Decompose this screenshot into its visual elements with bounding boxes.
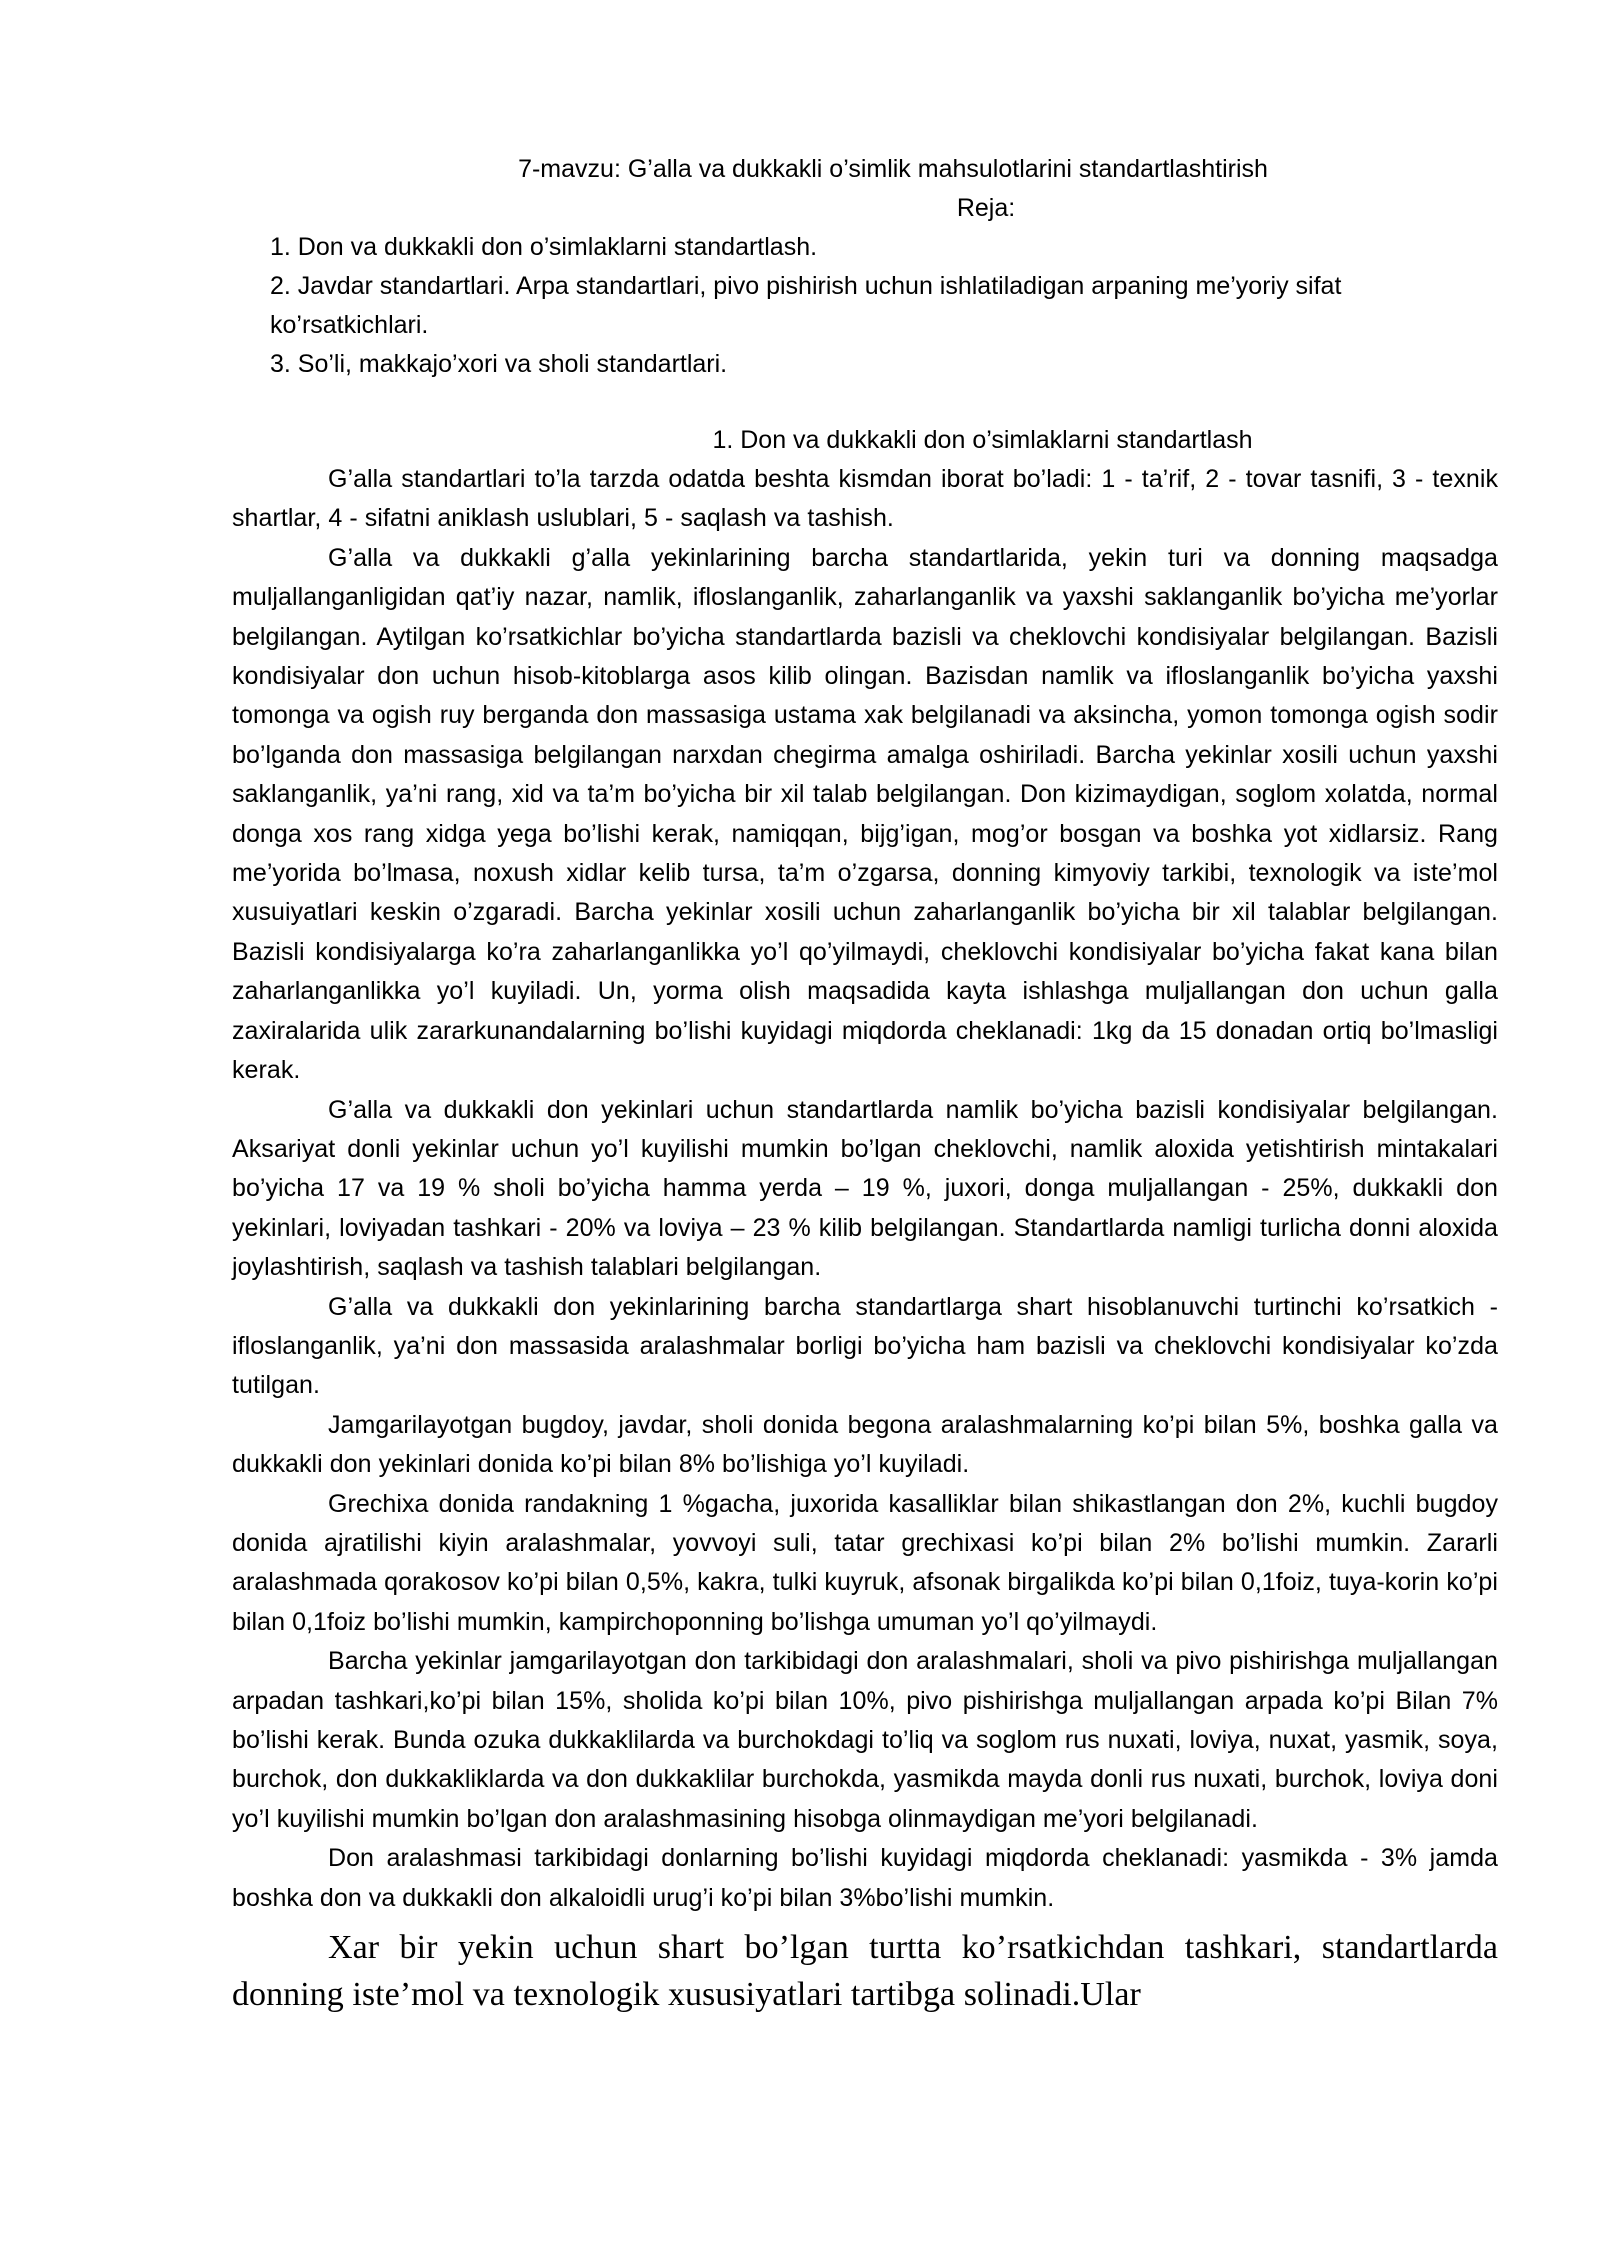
document-content <box>232 150 1498 2018</box>
paragraph: G’alla va dukkakli g’alla yekinlarining barcha standartlarida, yekin turi va donning maqsadga muljallanganligidan qat’iy nazar, namlik, ifloslanganlik, zaharlanganlik va yaxshi saklanganlik bo’yicha me’yorlar belgilangan. Aytilgan ko’rsatkichlar bo’yicha standartlarda bazisli va cheklovchi kondisiyalar belgilangan. Bazisli kondisiyalar don uchun hisob-kitoblarga asos kilib olingan. Bazisdan namlik va ifloslanganlik bo’yicha yaxshi tomonga va ogish ruy berganda don massasiga ustama xak belgilanadi va aksincha, yomon tomonga ogish sodir bo’lganda don massasiga belgilangan narxdan chegirma amalga oshiriladi. Barcha yekinlar xosili uchun yaxshi saklanganlik, ya’ni rang, xid va ta’m bo’yicha bir xil talab belgilangan. Don kizimaydigan, soglom xolatda, normal donga xos rang xidga yega bo’lishi kerak, namiqqan, bijg’igan, mog’or bosgan va boshka yot xidlarsiz. Rang me’yorida bo’lmasa, noxush xidlar kelib tursa, ta’m o’zgarsa, donning kimyoviy tarkibi, texnologik va iste’mol xusuiyatlari keskin o’zgaradi. Barcha yekinlar xosili uchun zaharlanganlik bo’yicha bir xil talablar belgilangan. Bazisli kondisiyalarga ko’ra zaharlanganlikka yo’l qo’yilmaydi, cheklovchi kondisiyalar bo’yicha fakat kana bilan zaharlanganlikka yo’l kuyiladi. Un, yorma olish maqsadida kayta ishlashga muljallangan don uchun galla zaxiralarida ulik zararkunandalarning bo’lishi kuyidagi miqdorda cheklanadi: 1kg da 15 donadan ortiq bo’lmasligi kerak. <box>232 543 1498 1085</box>
paragraph: Xar bir yekin uchun shart bo’lgan turtta ko’rsatkichdan tashkari, standartlarda donning iste’mol va texnologik xususiyatlari tartibga solinadi.Ular <box>232 1929 1498 2014</box>
plan-list <box>232 228 1498 384</box>
paragraph: Don aralashmasi tarkibidagi donlarning bo’lishi kuyidagi miqdorda cheklanadi: yasmikda - 3% jamda boshka don va dukkakli don alkaloidli urug’i ko’pi bilan 3%bo’lishi mumkin. <box>232 1844 1498 1912</box>
paragraph: Jamgarilayotgan bugdoy, javdar, sholi donida begona aralashmalarning ko’pi bilan 5%, boshka galla va dukkakli don yekinlari donida ko’pi bilan 8% bo’lishiga yo’l kuyiladi. <box>232 1410 1498 1479</box>
paragraph: Barcha yekinlar jamgarilayotgan don tarkibidagi don aralashmalari, sholi va pivo pishirishga muljallangan arpadan tashkari,ko’pi bilan 15%, sholida ko’pi bilan 10%, pivo pishirishga muljallangan arpada ko’pi Bilan 7% bo’lishi kerak. Bunda ozuka dukkaklilarda va burchokdagi to’liq va soglom rus nuxati, loviya, nuxat, yasmik, soya, burchok, don dukkakliklarda va don dukkaklilar burchokda, yasmikda mayda donli rus nuxati, burchok, loviya doni yo’l kuyilishi mumkin bo’lgan don aralashmasining hisobga olinmaydigan me’yori belgilanadi. <box>232 1647 1498 1833</box>
section-heading: 1. Don va dukkakli don o’simlaklarni standartlash <box>712 426 1253 454</box>
plan-item: 3. So’li, makkajo’xori va sholi standartlari. <box>270 350 728 378</box>
document-title: 7-mavzu: G’alla va dukkakli o’simlik mahsulotlarini standartlashtirish <box>518 155 1268 183</box>
paragraph: G’alla va dukkakli don yekinlarining barcha standartlarga shart hisoblanuvchi turtinchi ko’rsatkich - ifloslanganlik, ya’ni don massasida aralashmalar borligi bo’yicha ham bazisli va cheklovchi kondisiyalar ko’zda tutilgan. <box>232 1292 1498 1400</box>
paragraph: G’alla va dukkakli don yekinlari uchun standartlarda namlik bo’yicha bazisli kondisiyalar belgilangan. Aksariyat donli yekinlar uchun yo’l kuyilishi mumkin bo’lgan cheklovchi, namlik aloxida yetishtirish mintakalari bo’yicha 17 va 19 % sholi bo’yicha hamma yerda – 19 %, juxori, donga muljallangan - 25%, dukkakli don yekinlari, loviyadan tashkari - 20% va loviya – 23 % kilib belgilangan. Standartlarda namligi turlicha donni aloxida joylashtirish, saqlash va tashish talablari belgilangan. <box>232 1095 1498 1282</box>
plan-item: 2. Javdar standartlari. Arpa standartlari, pivo pishirish uchun ishlatiladigan arpaning me’yoriy sifat ko’rsatkichlari. <box>270 272 1342 339</box>
plan-heading: Reja: <box>956 194 1016 222</box>
paragraph: Grechixa donida randakning 1 %gacha, juxorida kasalliklar bilan shikastlangan don 2%, kuchli bugdoy donida ajratilishi kiyin aralashmalar, yovvoyi suli, tatar grechixasi ko’pi bilan 2% bo’lishi mumkin. Zararli aralashmada qorakosov ko’pi bilan 0,5%, kakra, tulki kuyruk, afsonak birgalikda ko’pi bilan 0,1foiz, tuya-korin ko’pi bilan 0,1foiz bo’lishi mumkin, kampirchoponning bo’lishga umuman yo’l qo’yilmaydi. <box>232 1489 1498 1636</box>
paragraph: G’alla standartlari to’la tarzda odatda beshta kismdan iborat bo’ladi: 1 - ta’rif, 2 - tovar tasnifi, 3 - texnik shartlar, 4 - sifatni aniklash uslublari, 5 - saqlash va tashish. <box>232 465 1498 533</box>
plan-item: 1. Don va dukkakli don o’simlaklarni standartlash. <box>270 233 818 261</box>
